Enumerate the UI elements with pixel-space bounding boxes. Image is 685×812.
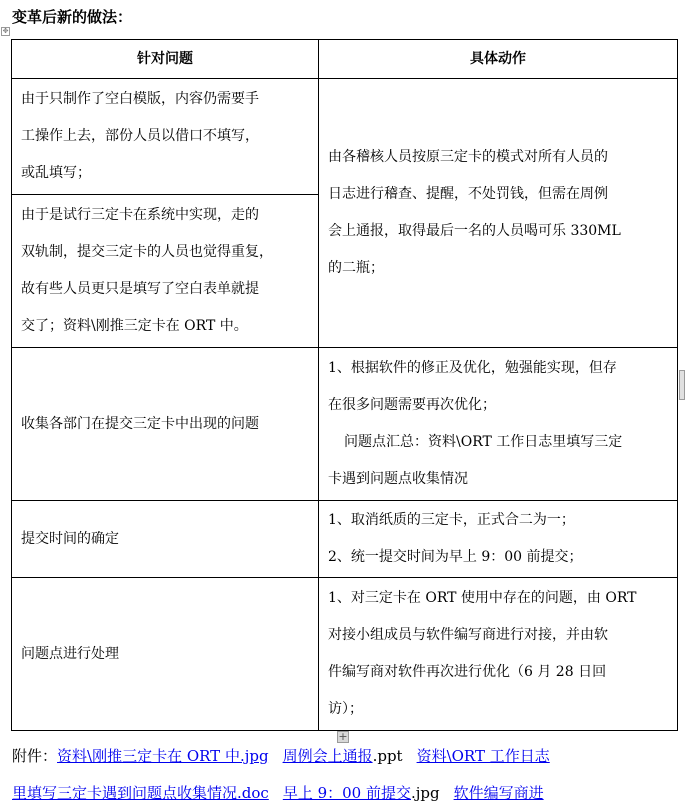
header-problem: 针对问题 [12,40,319,79]
attachment-ext-jpg: .jpg [410,784,440,802]
attachments-line-2 [12,775,684,812]
text-line: 在很多问题需要再次优化； [328,397,496,413]
action-cell [319,348,678,501]
text-line: 故有些人员更只是填写了空白表单就提 [21,281,259,297]
attachment-link-ort-log-part2[interactable]: 里填写三定卡遇到问题点收集情况.doc [12,784,269,802]
text-line: 2、统一提交时间为早上 9：00 前提交； [328,549,583,565]
text-line: 双轨制，提交三定卡的人员也觉得重复， [21,244,273,260]
text-line: 问题点汇总：资料\ORT 工作日志里填写三定 [344,434,623,450]
text-line: 会上通报，取得最后一名的人员喝可乐 330ML [328,223,621,239]
text-line: 由于是试行三定卡在系统中实现，走的 [21,207,259,223]
attachment-link-ort-jpg[interactable]: 资料\刚推三定卡在 ORT 中.jpg [57,747,269,765]
attachments-line-1 [12,738,684,775]
attachment-ext-ppt: .ppt [372,747,403,765]
attachment-link-weekly-meeting[interactable]: 周例会上通报 [282,747,373,765]
attachments-label: 附件： [12,747,58,765]
problem-cell [12,195,319,348]
changes-table [11,39,678,731]
table-move-handle-icon[interactable]: ✥ [2,27,9,35]
text-line: 1、对三定卡在 ORT 使用中存在的问题，由 ORT [328,590,637,606]
problem-cell: 问题点进行处理 [12,578,319,731]
table-row [12,578,678,731]
text-line: 1、根据软件的修正及优化，勉强能实现，但存 [328,360,617,376]
add-row-icon[interactable]: + [338,730,348,743]
text-line: 日志进行稽查、提醒，不处罚钱，但需在周例 [328,186,608,202]
text-line: 由于只制作了空白模版，内容仍需要手 [21,91,259,107]
problem-cell: 收集各部门在提交三定卡中出现的问题 [12,348,319,501]
text-line: 件编写商对软件再次进行优化（6 月 28 日回 [328,664,607,680]
action-cell [319,578,678,731]
table-row [12,501,678,578]
table-header-row [12,40,678,79]
section-heading: 变革后新的做法： [12,8,133,26]
text-line: 工操作上去，部份人员以借口不填写， [21,128,259,144]
text-line: 对接小组成员与软件编写商进行对接，并由软 [328,627,608,643]
text-line: 访）； [328,701,363,717]
action-cell [319,79,678,348]
text-line: 的二瓶； [328,260,384,276]
text-line: 1、取消纸质的三定卡，正式合二为一； [328,512,575,528]
attachment-link-submit-time[interactable]: 早上 9：00 前提交 [282,784,411,802]
text-line: 或乱填写； [21,165,91,181]
text-line: 由各稽核人员按原三定卡的模式对所有人员的 [328,149,608,165]
text-line: 卡遇到问题点收集情况 [328,471,468,487]
attachment-link-software-vendor[interactable]: 软件编写商进 [453,784,544,802]
action-cell [319,501,678,578]
problem-cell: 提交时间的确定 [12,501,319,578]
attachment-link-ort-log-part1[interactable]: 资料\ORT 工作日志 [416,747,550,765]
table-resize-handle[interactable] [679,370,685,400]
text-line: 交了；资料\刚推三定卡在 ORT 中。 [21,318,248,334]
table-row [12,348,678,501]
header-action: 具体动作 [319,40,678,79]
table-row [12,79,678,195]
problem-cell [12,79,319,195]
